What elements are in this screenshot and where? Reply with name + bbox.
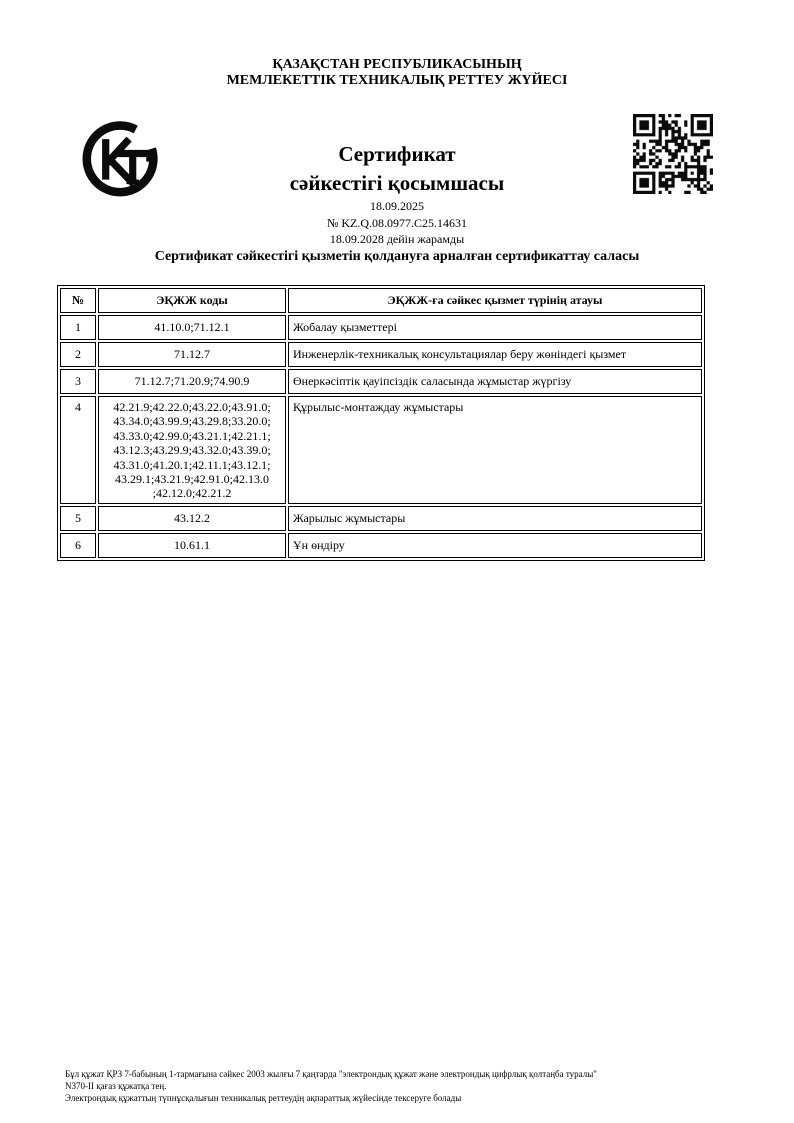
row-code: 71.12.7 (98, 342, 286, 367)
table-row (60, 396, 702, 504)
certificate-heading-block (0, 140, 794, 248)
table-header-row (60, 288, 702, 313)
services-table (57, 285, 705, 561)
scope-heading: Сертификат сәйкестігі қызметін қолдануға арналған сертификаттау саласы (154, 249, 640, 264)
row-service-name: Ұн өндіру (288, 533, 702, 558)
row-number: 2 (60, 342, 96, 367)
table-row (60, 315, 702, 340)
org-header-line2: МЕМЛЕКЕТТІК ТЕХНИКАЛЫҚ РЕТТЕУ ЖҮЙЕСІ (226, 73, 568, 88)
row-code: 10.61.1 (98, 533, 286, 558)
footer-note (65, 1068, 737, 1105)
row-code: 42.21.9;42.22.0;43.22.0;43.91.0; 43.34.0;43.99.9;43.29.8;33.20.0; 43.33.0;42.99.0;43.21.1;42.21.1; 43.12.3;43.29.9;43.32.0;43.39.0; 43.31.0;41.20.1;42.11.1;43.12.1; 43.29.1;43.21.9;42.91.0;42.13.0 ;42.12.0;42.21.2 (98, 396, 286, 504)
table-row (60, 506, 702, 531)
certificate-number: № KZ.Q.08.0977.C25.14631 (326, 215, 468, 230)
row-number: 5 (60, 506, 96, 531)
issue-date: 18.09.2025 (370, 199, 424, 213)
row-service-name: Өнеркәсіптік қауіпсіздік саласында жұмыстар жүргізу (288, 369, 702, 394)
footer-line3: Электрондық құжаттың түпнұсқалығын техникалық реттеудің ақпараттық жүйесінде тексеруге болады (65, 1093, 462, 1104)
row-service-name: Құрылыс-монтаждау жұмыстары (288, 396, 702, 504)
certificate-title-line2: сәйкестігі қосымшасы (289, 171, 505, 195)
row-code: 43.12.2 (98, 506, 286, 531)
row-service-name: Жарылыс жұмыстары (288, 506, 702, 531)
row-service-name: Жобалау қызметтері (288, 315, 702, 340)
org-header-line1: ҚАЗАҚСТАН РЕСПУБЛИКАСЫНЫҢ (272, 57, 522, 72)
row-number: 3 (60, 369, 96, 394)
col-header-number: № (60, 288, 96, 313)
row-number: 6 (60, 533, 96, 558)
row-code: 71.12.7;71.20.9;74.90.9 (98, 369, 286, 394)
row-number: 1 (60, 315, 96, 340)
row-service-name: Инженерлік-техникалық консультациялар беру жөніндегі қызмет (288, 342, 702, 367)
row-number: 4 (60, 396, 96, 504)
footer-line1: Бұл құжат ҚРЗ 7-бабының 1-тармағына сәйкес 2003 жылғы 7 қаңтарда "электрондық құжат және электрондық цифрлық қолтаңба туралы" (65, 1069, 597, 1079)
footer-line2: N370-II қағаз құжатқа тең. (65, 1081, 167, 1092)
table-row (60, 533, 702, 558)
table-row (60, 369, 702, 394)
table-row (60, 342, 702, 367)
col-header-name: ЭҚЖЖ-ға сәйкес қызмет түрінің атауы (288, 288, 702, 313)
row-code: 41.10.0;71.12.1 (98, 315, 286, 340)
certificate-title-line1: Сертификат (338, 142, 456, 166)
validity-date: 18.09.2028 дейін жарамды (329, 232, 465, 246)
col-header-code: ЭҚЖЖ коды (98, 288, 286, 313)
org-header (0, 57, 794, 89)
